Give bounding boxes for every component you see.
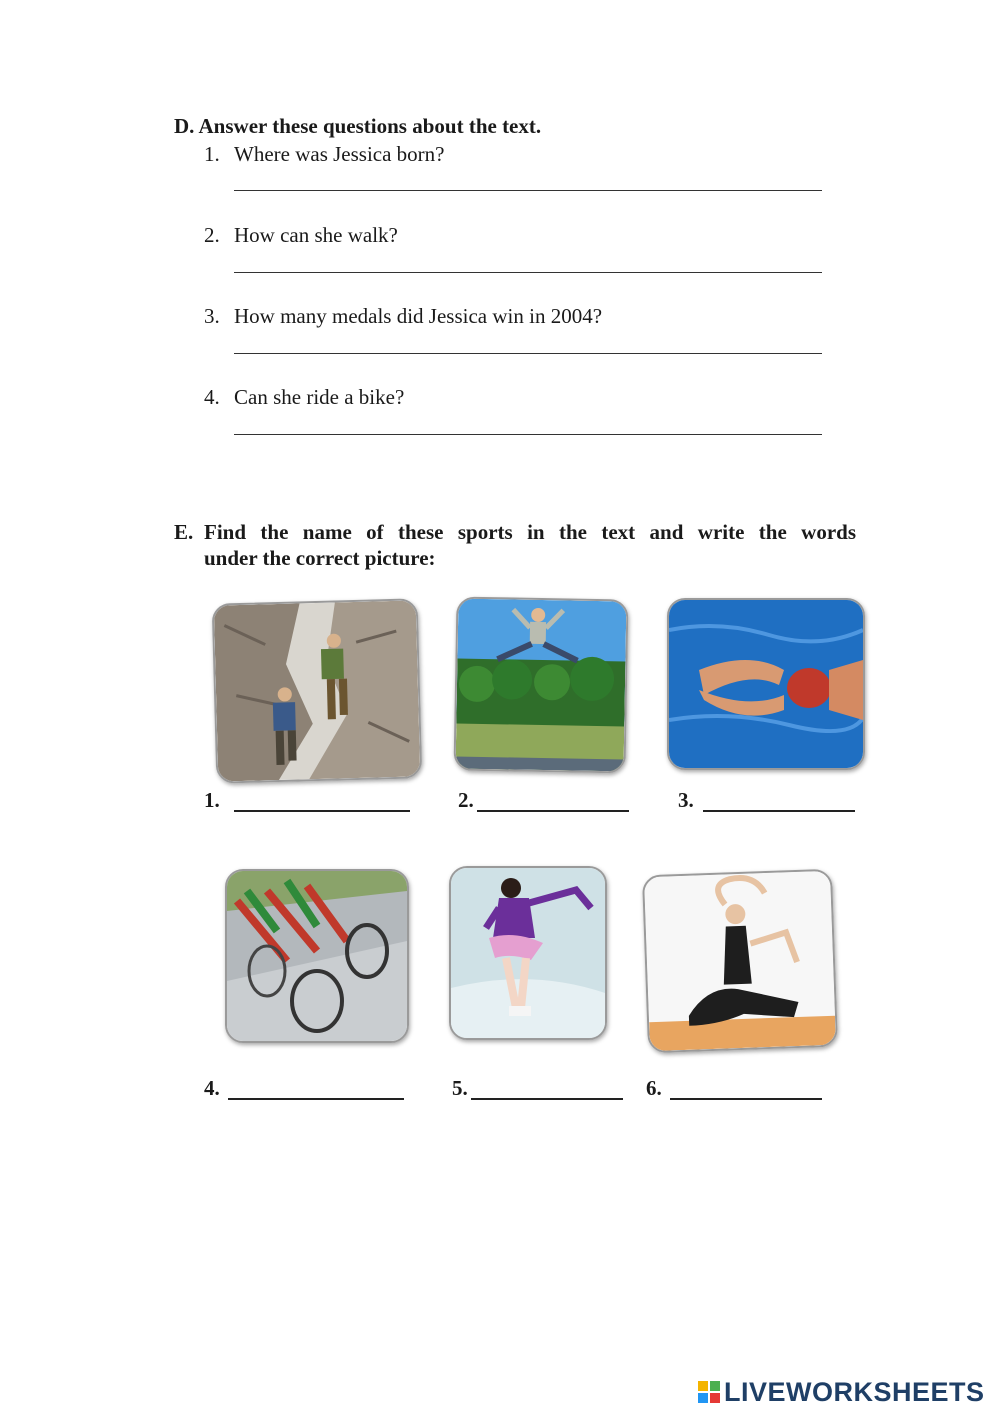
- question-4-number: 4.: [204, 385, 220, 409]
- blank-3[interactable]: [703, 810, 855, 812]
- swimming-icon: [669, 600, 863, 768]
- item-3-number: 3.: [678, 788, 694, 812]
- trampoline-photo: [453, 597, 628, 774]
- answer-line-2[interactable]: [234, 272, 822, 273]
- section-e-heading-text: Find the name of these sports in the text and write the words: [204, 520, 856, 544]
- ice-skating-photo: [449, 866, 607, 1040]
- yoga-icon: [644, 871, 836, 1051]
- blank-5[interactable]: [471, 1098, 623, 1100]
- liveworksheets-brand: LIVEWORKSHEETS: [724, 1377, 985, 1407]
- climbing-icon: [214, 600, 421, 781]
- item-5-number: 5.: [452, 1076, 468, 1100]
- cycling-photo: [225, 869, 409, 1043]
- section-e-letter: E.: [174, 520, 194, 544]
- answer-line-3[interactable]: [234, 353, 822, 354]
- trampoline-icon: [456, 599, 627, 772]
- blank-2[interactable]: [477, 810, 629, 812]
- question-3-number: 3.: [204, 304, 220, 328]
- climbing-photo: [212, 598, 423, 783]
- item-4-number: 4.: [204, 1076, 220, 1100]
- question-1-text: Where was Jessica born?: [234, 142, 445, 166]
- item-1-number: 1.: [204, 788, 220, 812]
- question-2-number: 2.: [204, 223, 220, 247]
- blank-6[interactable]: [670, 1098, 822, 1100]
- question-1-number: 1.: [204, 142, 220, 166]
- section-e-heading-line2: under the correct picture:: [204, 546, 436, 570]
- answer-line-4[interactable]: [234, 434, 822, 435]
- item-2-number: 2.: [458, 788, 474, 812]
- section-d-heading: D. Answer these questions about the text.: [174, 114, 542, 138]
- liveworksheets-logo-icon: [698, 1381, 720, 1403]
- yoga-photo: [642, 869, 838, 1054]
- swimming-photo: [667, 598, 865, 770]
- question-3-text: How many medals did Jessica win in 2004?: [234, 304, 603, 328]
- item-6-number: 6.: [646, 1076, 662, 1100]
- blank-1[interactable]: [234, 810, 410, 812]
- section-e-heading-line1: [204, 519, 856, 546]
- ice-skating-icon: [451, 868, 605, 1038]
- question-4-text: Can she ride a bike?: [234, 385, 405, 409]
- cycling-icon: [227, 871, 407, 1041]
- answer-line-1[interactable]: [234, 190, 822, 191]
- blank-4[interactable]: [228, 1098, 404, 1100]
- question-2-text: How can she walk?: [234, 223, 398, 247]
